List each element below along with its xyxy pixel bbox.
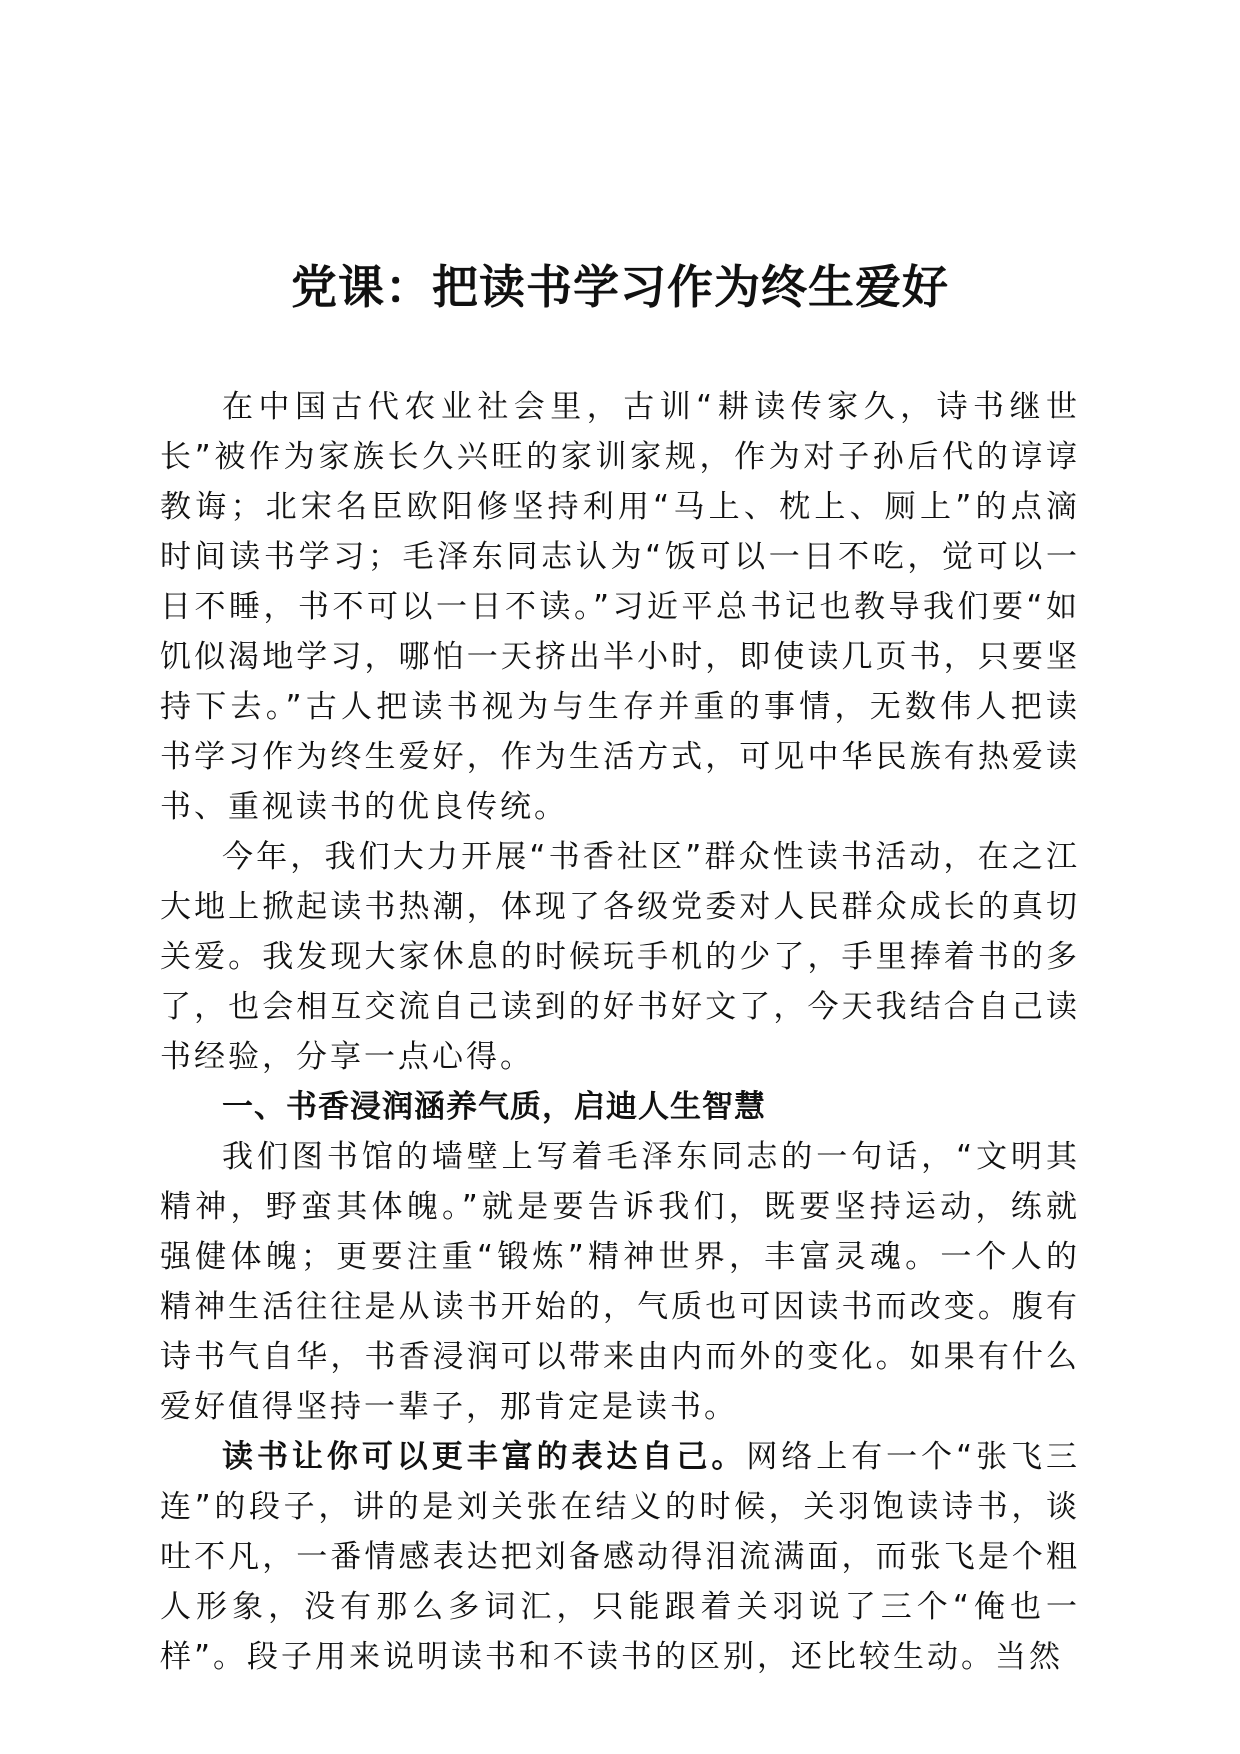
- section-heading: 一、书香浸润涵养气质，启迪人生智慧: [222, 1089, 766, 1125]
- paragraph-expression: [160, 1432, 1080, 1682]
- paragraph-lead-sentence: 读书让你可以更丰富的表达自己。: [222, 1439, 747, 1475]
- paragraph-expression-text: 网络上有一个“张飞三连”的段子，讲的是刘关张在结义的时候，关羽饱读诗书，谈吐不凡，一番情感表达把刘备感动得泪流满面，而张飞是个粗人形象，没有那么多词汇，只能跟着关羽说了三个“俺也一样”。段子用来说明读书和不读书的区别，还比较生动。当然: [160, 1439, 1081, 1675]
- paragraph-campaign: 今年，我们大力开展“书香社区”群众性读书活动，在之江大地上掀起读书热潮，体现了各级党委对人民群众成长的真切关爱。我发现大家休息的时候玩手机的少了，手里捧着书的多了，也会相互交流自己读到的好书好文了，今天我结合自己读书经验，分享一点心得。: [160, 839, 1080, 1075]
- document-title: 党课：把读书学习作为终生爱好: [291, 260, 949, 314]
- paragraph-library-quote: 我们图书馆的墙壁上写着毛泽东同志的一句话，“文明其精神，野蛮其体魄。”就是要告诉我们，既要坚持运动，练就强健体魄；更要注重“锻炼”精神世界，丰富灵魂。一个人的精神生活往往是从读书开始的，气质也可因读书而改变。腹有诗书气自华，书香浸润可以带来由内而外的变化。如果有什么爱好值得坚持一辈子，那肯定是读书。: [160, 1139, 1080, 1425]
- paragraph-intro: 在中国古代农业社会里，古训“耕读传家久，诗书继世长”被作为家族长久兴旺的家训家规，作为对子孙后代的谆谆教诲；北宋名臣欧阳修坚持利用“马上、枕上、厕上”的点滴时间读书学习；毛泽东同志认为“饭可以一日不吃，觉可以一日不睡，书不可以一日不读。”习近平总书记也教导我们要“如饥似渴地学习，哪怕一天挤出半小时，即使读几页书，只要坚持下去。”古人把读书视为与生存并重的事情，无数伟人把读书学习作为终生爱好，作为生活方式，可见中华民族有热爱读书、重视读书的优良传统。: [160, 389, 1080, 825]
- document-body: [160, 382, 1080, 1682]
